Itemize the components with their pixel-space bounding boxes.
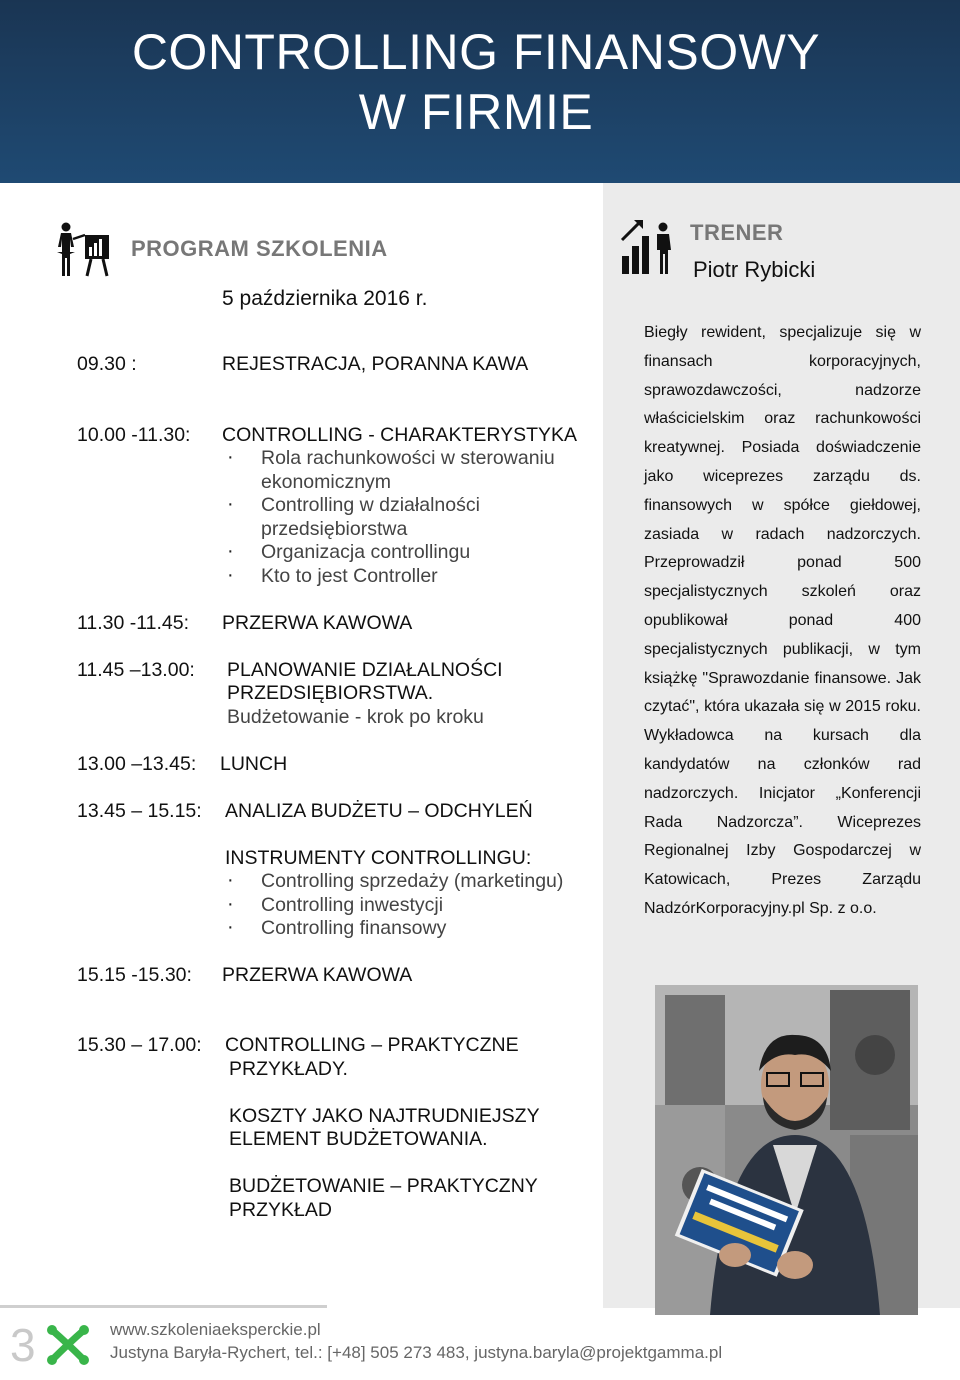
schedule-title: PRZEDSIĘBIORSTWA. — [227, 682, 434, 704]
trainer-photo — [655, 985, 918, 1315]
program-date: 5 października 2016 r. — [222, 287, 428, 310]
schedule-subtitle: Budżetowanie - krok po kroku — [227, 706, 484, 728]
schedule-item: · Organizacja controllingu — [261, 541, 470, 564]
schedule-title: LUNCH — [220, 753, 288, 775]
schedule-title: PRZERWA KAWOWA — [222, 964, 413, 986]
trainer-bio: Biegły rewident, specjalizuje się w finansach korporacyjnych, sprawozdawczości, nadzorze właścicielskim oraz rachunkowości kreatywnej. Posiada doświadczenie jako wiceprezes zarządu ds. finansowych w spółce giełdowej, zasiada w radach nadzorczych. Przeprowadził ponad 500 specjalistycznych szkoleń oraz opublikował ponad 400 specjalistycznych publikacji, w tym książkę "Sprawozdanie finansowe. Jak czytać", która ukazała się w 2015 roku. Wykładowca na kursach dla kandydatów na członków rad nadzorczych. Inicjator „Konferencji Rada Nadzorcza”. Wiceprezes Regionalnej Izby Gospodarczej w Katowicach, Prezes Zarządu NadzórKorporacyjny.pl Sp. z o.o. — [644, 324, 921, 917]
schedule-title: PRZYKŁAD — [229, 1199, 332, 1221]
title-line-2: W FIRMIE — [358, 84, 594, 140]
schedule-title: KOSZTY JAKO NAJTRUDNIEJSZY — [229, 1105, 540, 1127]
schedule-item: · Controlling w działalności — [261, 494, 480, 517]
schedule-time: 13.45 – 15.15: — [77, 800, 202, 822]
page-title — [0, 22, 952, 142]
footer-divider — [0, 1305, 327, 1308]
schedule-time: 11.30 -11.45: — [77, 612, 190, 634]
company-logo-icon — [44, 1322, 92, 1368]
footer-contact: Justyna Baryła-Rychert, tel.: [+48] 505 273 483, justyna.baryla@projektgamma.pl — [110, 1343, 723, 1362]
schedule-item-continued: ekonomicznym — [261, 471, 392, 493]
schedule-item: · Kto to jest Controller — [261, 565, 438, 588]
schedule-item: · Controlling inwestycji — [261, 894, 443, 917]
schedule-time: 11.45 –13.00: — [77, 659, 195, 681]
page-number: 3 — [10, 1319, 36, 1371]
trainer-title: TRENER — [690, 220, 784, 245]
title-line-1: CONTROLLING FINANSOWY — [131, 24, 821, 80]
schedule-item-continued: przedsiębiorstwa — [261, 518, 408, 540]
schedule-time: 15.30 – 17.00: — [77, 1034, 202, 1056]
schedule-title: PLANOWANIE DZIAŁALNOŚCI — [227, 659, 503, 681]
schedule-title: ELEMENT BUDŻETOWANIA. — [229, 1128, 488, 1150]
schedule-item: · Controlling finansowy — [261, 917, 446, 940]
schedule-title: CONTROLLING - CHARAKTERYSTYKA — [222, 424, 578, 446]
schedule-title: PRZERWA KAWOWA — [222, 612, 413, 634]
schedule-item: · Rola rachunkowości w sterowaniu — [261, 447, 555, 470]
schedule-title: BUDŻETOWANIE – PRAKTYCZNY — [229, 1175, 538, 1197]
header-banner — [0, 0, 960, 183]
schedule-time: 15.15 -15.30: — [77, 964, 192, 986]
schedule-title: ANALIZA BUDŻETU – ODCHYLEŃ — [225, 800, 533, 822]
schedule-title: PRZYKŁADY. — [229, 1058, 348, 1080]
schedule-title: REJESTRACJA, PORANNA KAWA — [222, 353, 529, 375]
schedule-title: CONTROLLING – PRAKTYCZNE — [225, 1034, 519, 1056]
schedule-title: INSTRUMENTY CONTROLLINGU: — [225, 847, 532, 869]
program-title: PROGRAM SZKOLENIA — [131, 236, 388, 261]
presentation-icon — [52, 222, 112, 278]
trainer-name: Piotr Rybicki — [693, 257, 816, 282]
schedule-time: 13.00 –13.45: — [77, 753, 197, 775]
schedule-item: · Controlling sprzedaży (marketingu) — [261, 870, 563, 893]
schedule-time: 10.00 -11.30: — [77, 424, 191, 446]
schedule-time: 09.30 : — [77, 353, 137, 375]
growth-chart-person-icon — [618, 216, 676, 276]
footer-website: www.szkoleniaeksperckie.pl — [110, 1320, 321, 1339]
